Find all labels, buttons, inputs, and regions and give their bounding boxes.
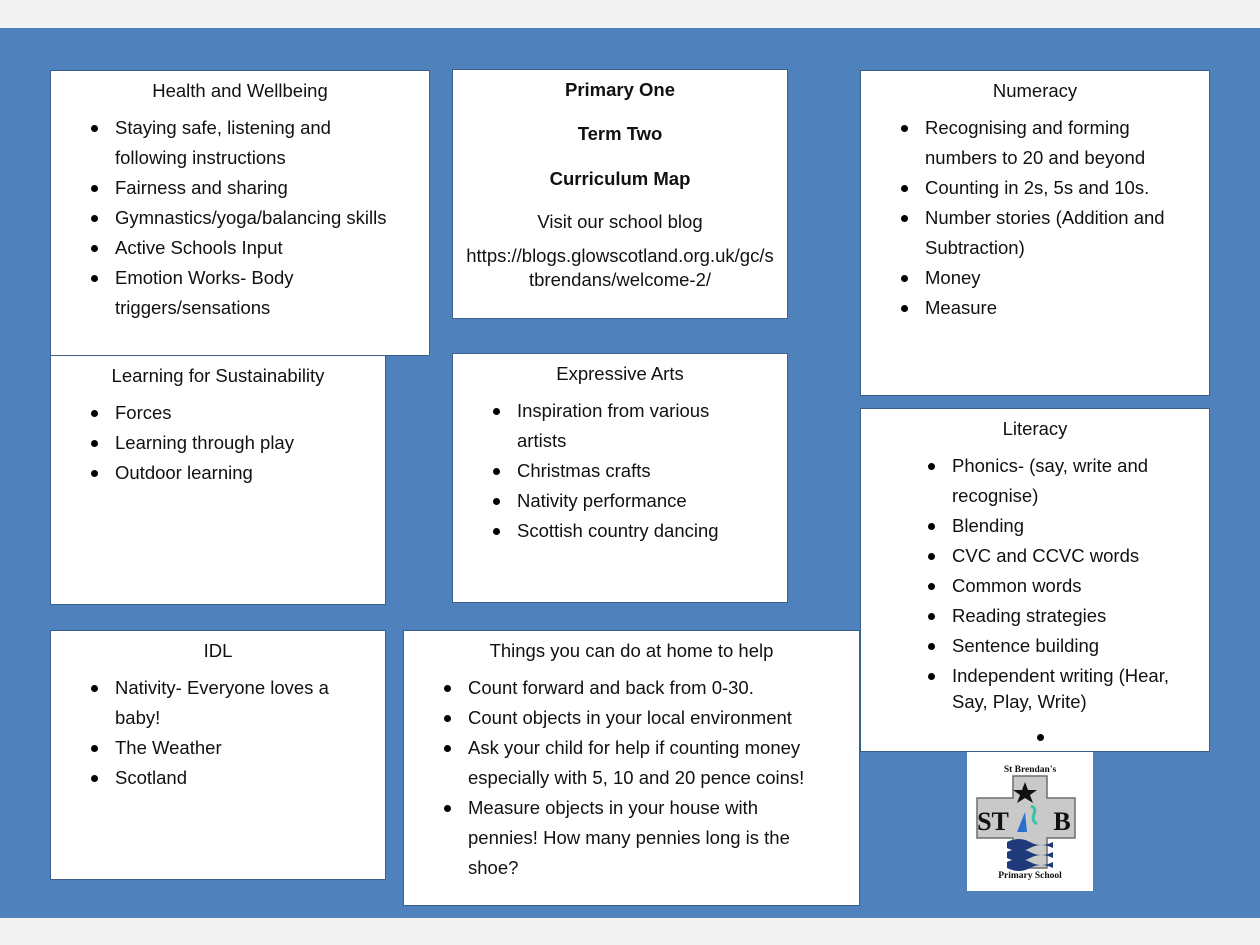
arts-list (453, 396, 787, 546)
list-item: Forces (51, 398, 385, 428)
list-item: Common words (888, 571, 1209, 601)
list-item: Gymnastics/yoga/balancing skills (51, 203, 429, 233)
logo-graphic (967, 752, 1093, 891)
blog-link[interactable]: https://blogs.glowscotland.org.uk/gc/stbrendans/welcome-2/ (466, 245, 774, 290)
list-item: Recognising and forming numbers to 20 and beyond (861, 113, 1155, 173)
literacy-card (860, 408, 1210, 752)
list-item: Number stories (Addition and Subtraction) (861, 203, 1185, 263)
list-item: Independent writing (Hear, Say, Play, Write) (888, 661, 1192, 715)
list-item: Blending (888, 511, 1209, 541)
term-title: Term Two (577, 123, 663, 144)
sustainability-card (50, 355, 386, 605)
logo-left-letters: ST (977, 807, 1009, 836)
list-item: Count objects in your local environment (404, 703, 859, 733)
list-item: Nativity performance (453, 486, 787, 516)
home-help-card (403, 630, 860, 906)
card-title: IDL (203, 640, 233, 661)
blog-label: Visit our school blog (537, 211, 703, 232)
list-item: Emotion Works- Body triggers/sensations (51, 263, 345, 323)
list-item: Counting in 2s, 5s and 10s. (861, 173, 1209, 203)
list-item: Measure (861, 293, 1209, 323)
page-title: Primary One (564, 79, 676, 100)
idl-card (50, 630, 386, 880)
health-wellbeing-card (50, 70, 430, 356)
logo-bottom-text: Primary School (998, 871, 1062, 881)
list-item: Staying safe, listening and following instructions (51, 113, 405, 173)
list-item: Fairness and sharing (51, 173, 429, 203)
list-item: CVC and CCVC words (888, 541, 1209, 571)
home-list (404, 673, 859, 883)
list-item: Sentence building (888, 631, 1209, 661)
sustainability-list (51, 398, 385, 488)
card-title: Expressive Arts (556, 363, 684, 384)
list-item: Learning through play (51, 428, 385, 458)
literacy-list (861, 451, 1209, 715)
list-item: Measure objects in your house with pennies! How many pennies long is the shoe? (404, 793, 813, 883)
card-title: Literacy (1002, 418, 1068, 439)
health-list (51, 113, 429, 323)
empty-bullet (1037, 734, 1044, 741)
idl-list (51, 673, 385, 793)
card-title: Things you can do at home to help (489, 640, 774, 661)
list-item: Active Schools Input (51, 233, 429, 263)
list-item: Scotland (51, 763, 385, 793)
school-logo (967, 752, 1093, 891)
card-title: Learning for Sustainability (111, 365, 325, 386)
list-item: Count forward and back from 0-30. (404, 673, 859, 703)
list-item: The Weather (51, 733, 385, 763)
numeracy-card (860, 70, 1210, 396)
list-item: Christmas crafts (453, 456, 787, 486)
card-title: Health and Wellbeing (152, 80, 328, 101)
logo-top-text: St Brendan's (1003, 765, 1057, 775)
logo-right-letter: B (1053, 807, 1071, 836)
list-item: Phonics- (say, write and recognise) (888, 451, 1162, 511)
list-item: Money (861, 263, 1209, 293)
title-card (452, 69, 788, 319)
list-item: Ask your child for help if counting money especially with 5, 10 and 20 pence coins! (404, 733, 828, 793)
numeracy-list (861, 113, 1209, 323)
map-title: Curriculum Map (549, 168, 691, 189)
list-item: Inspiration from various artists (453, 396, 727, 456)
card-title: Numeracy (992, 80, 1078, 101)
list-item: Reading strategies (888, 601, 1209, 631)
expressive-arts-card (452, 353, 788, 603)
list-item: Scottish country dancing (453, 516, 787, 546)
list-item: Outdoor learning (51, 458, 385, 488)
list-item: Nativity- Everyone loves a baby! (51, 673, 345, 733)
